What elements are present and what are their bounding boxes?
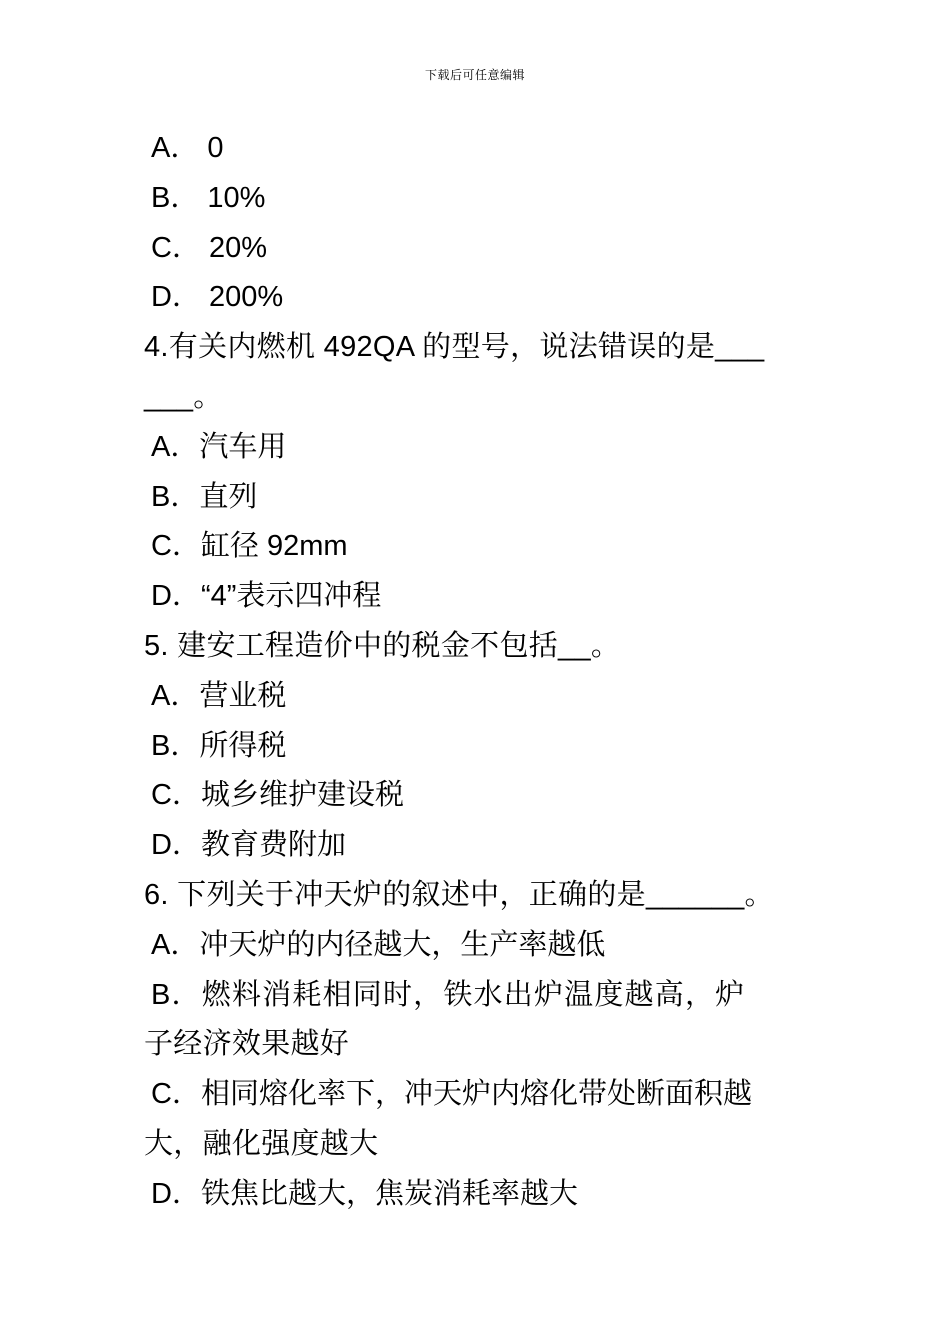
option-5c: C．城乡维护建设税 [151,779,404,812]
question-4: 4.有关内燃机 492QA 的型号，说法错误的是___ [144,331,765,364]
question-4-continued: ___。 [144,380,223,413]
option-6c-continued: 大，融化强度越大 [144,1127,379,1160]
page-header: 下载后可任意编辑 [424,68,525,82]
question-6: 6. 下列关于冲天炉的叙述中，正确的是______。 [144,878,774,911]
option-3c: C． 20% [151,231,268,264]
option-5d: D．教育费附加 [151,829,346,862]
option-4c: C．缸径 92mm [151,530,348,563]
option-5a: A．营业税 [151,679,287,712]
question-5: 5. 建安工程造价中的税金不包括__。 [144,629,621,662]
document-body [144,124,814,1220]
option-3d: D． 200% [151,281,284,314]
option-5b: B．所得税 [151,729,287,762]
option-6a: A．冲天炉的内径越大，生产率越低 [151,928,606,961]
option-6c: C．相同熔化率下，冲天炉内熔化带处断面积越 [151,1078,752,1111]
option-4a: A．汽车用 [151,430,287,463]
option-4d: D．“4”表示四冲程 [151,580,382,613]
option-3b: B． 10% [151,181,266,214]
option-6b-continued: 子经济效果越好 [144,1028,350,1061]
option-3a: A． 0 [151,132,224,164]
option-6d: D．铁焦比越大，焦炭消耗率越大 [151,1177,578,1210]
option-6b: B．燃料消耗相同时，铁水出炉温度越高，炉 [151,978,746,1011]
option-4b: B．直列 [151,480,258,513]
